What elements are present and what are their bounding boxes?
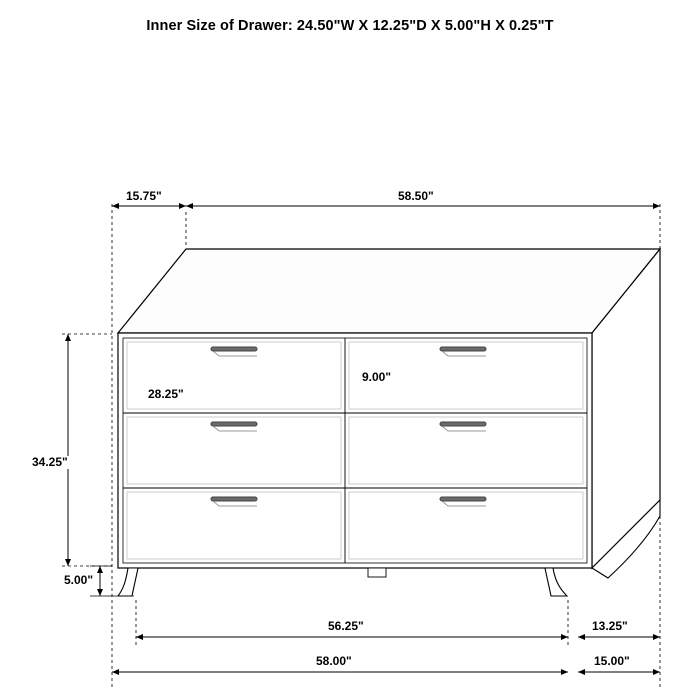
label-side-depth-lower: 15.00" — [594, 654, 630, 668]
page-title: Inner Size of Drawer: 24.50"W X 12.25"D X 5.00"H X 0.25"T — [146, 18, 554, 34]
dresser-front-face — [118, 333, 592, 568]
dim-side-depth-upper — [578, 634, 660, 640]
label-side-depth-upper: 13.25" — [592, 619, 628, 633]
label-drawer-inner-width: 28.25" — [148, 387, 184, 401]
dresser-top-panel — [118, 249, 660, 333]
label-depth-top-left: 15.75" — [126, 189, 162, 203]
label-base-outer-width: 58.00" — [316, 654, 352, 668]
dim-depth-top-left — [112, 203, 186, 209]
dim-cabinet-height — [65, 334, 71, 566]
label-leg-height: 5.00" — [64, 573, 94, 587]
center-base-detail — [368, 568, 386, 577]
dim-width-top — [186, 203, 660, 209]
dim-side-depth-lower — [578, 669, 660, 675]
label-drawer-inner-height: 9.00" — [362, 370, 392, 384]
label-cabinet-height: 34.25" — [32, 455, 68, 469]
label-base-inner-width: 56.25" — [328, 619, 364, 633]
dim-base-outer-width — [112, 669, 568, 675]
label-width-top: 58.50" — [398, 189, 434, 203]
